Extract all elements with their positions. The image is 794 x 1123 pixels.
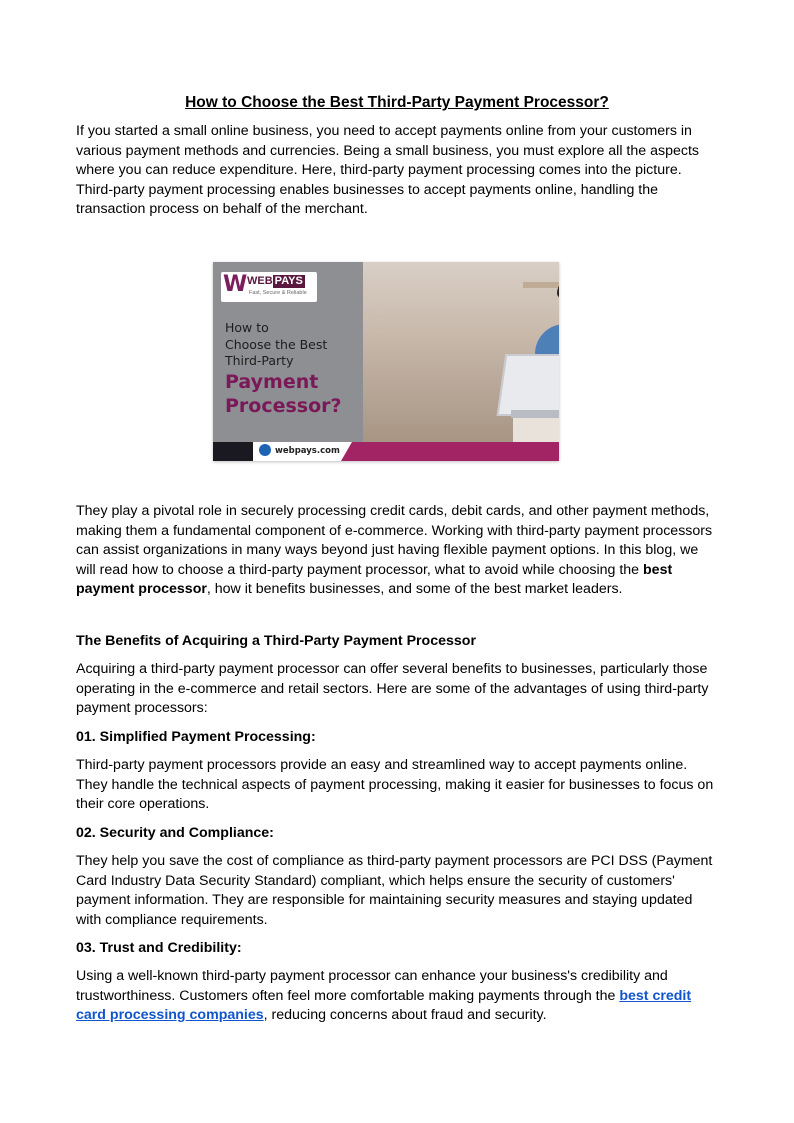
banner-headline — [225, 320, 365, 418]
benefits-intro: Acquiring a third-party payment processor can offer several benefits to businesses, particularly those operating in the e-commerce and retail sectors. Here are some of the advantages of using third-party payment processors: — [76, 661, 709, 717]
credit-card-companies-link[interactable]: best credit card processing companies — [76, 987, 692, 1024]
banner-line-5: Processor? — [225, 394, 342, 417]
section-2-heading: 02. Security and Compliance: — [76, 825, 274, 841]
section-1-text: Third-party payment processors provide an easy and streamlined way to accept payments online. They handle the technical aspects of payment processing, making it easier for businesses to focus on their core operations. — [76, 757, 714, 813]
globe-icon — [259, 444, 271, 456]
couple-photo — [363, 262, 559, 442]
benefits-heading: The Benefits of Acquiring a Third-Party Payment Processor — [76, 633, 476, 649]
banner-line-3: Third-Party — [225, 353, 294, 368]
page-title: How to Choose the Best Third-Party Payment Processor? — [185, 94, 609, 111]
banner-line-1: How to — [225, 320, 269, 335]
intro-paragraph: If you started a small online business, you need to accept payments online from your customers in various payment methods and currencies. Being a small business, you must explore all the aspects where you can reduce expenditure. Here, third-party payment processing comes into the picture. Third-party payment processing enables businesses to accept payments online, handling the transaction process on behalf of the merchant. — [76, 123, 699, 218]
banner-url: webpays.com — [259, 444, 340, 459]
webpays-logo: W WEB PAYS Fast, Secure & Reliable — [221, 272, 317, 302]
banner-line-2: Choose the Best — [225, 336, 328, 352]
article-banner-image — [213, 262, 559, 461]
section-1-heading: 01. Simplified Payment Processing: — [76, 729, 316, 745]
banner-line-4: Payment — [225, 370, 319, 393]
overview-paragraph: They play a pivotal role in securely processing credit cards, debit cards, and other payment methods, making them a fundamental component of e-commerce. Working with third-party payment processors can assist organizations in many ways beyond just having flexible payment options. In this blog, we will read how to choose a third-party payment processor, what to avoid while choosing the best payment processor, how it benefits businesses, and some of the best market leaders. — [76, 503, 713, 598]
section-3-heading: 03. Trust and Credibility: — [76, 940, 242, 956]
bold-phrase: best payment processor — [76, 561, 673, 598]
section-3-text: Using a well-known third-party payment processor can enhance your business's credibility and trustworthiness. Customers often feel more comfortable making payments through the best credit card processing companies, reducing concerns about fraud and security. — [76, 968, 692, 1024]
section-2-text: They help you save the cost of compliance as third-party payment processors are PCI DSS (Payment Card Industry Data Security Standard) compliant, which helps ensure the security of customers' payment information. They are responsible for maintaining security measures and staying updated with compliance requirements. — [76, 853, 713, 928]
